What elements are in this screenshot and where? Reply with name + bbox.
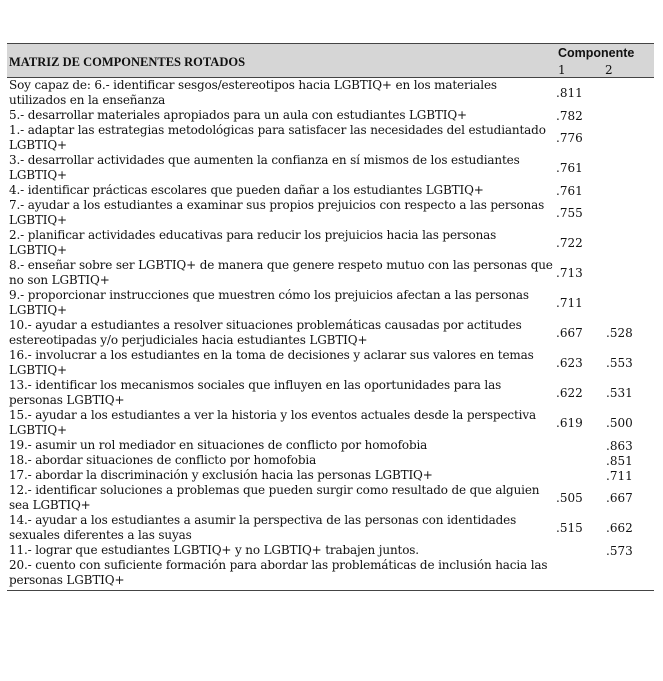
loading-component-1: .515 (556, 521, 583, 535)
table-body (7, 78, 654, 588)
item-text: 13.- identificar los mecanismos sociales que influyen en las oportunidades para las personas LGBTIQ+ (9, 378, 502, 407)
loading-component-1: .722 (556, 236, 583, 250)
item-text: 9.- proporcionar instrucciones que muestren cómo los prejuicios afectan a las personas LGBTIQ+ (9, 288, 529, 317)
table-row (7, 348, 654, 378)
loading-component-1: .505 (556, 491, 583, 505)
loading-component-1: .711 (556, 296, 583, 310)
rotated-component-matrix (7, 43, 654, 591)
item-text: 15.- ayudar a los estudiantes a ver la historia y los eventos actuales desde la perspectiva LGBTIQ+ (9, 408, 536, 437)
loading-component-2: .667 (606, 491, 633, 505)
loading-component-1: .755 (556, 206, 583, 220)
table-row (7, 258, 654, 288)
table-title: MATRIZ DE COMPONENTES ROTADOS (9, 55, 246, 69)
item-text: 18.- abordar situaciones de conflicto por homofobia (9, 453, 317, 467)
table-row (7, 153, 654, 183)
item-text: 7.- ayudar a los estudiantes a examinar sus propios prejuicios con respecto a las personas LGBTIQ+ (9, 198, 545, 227)
item-text: 20.- cuento con suficiente formación para abordar las problemáticas de inclusión hacia las personas LGBTIQ+ (9, 558, 548, 587)
table-row (7, 318, 654, 348)
table-row (7, 198, 654, 228)
loading-component-1: .619 (556, 416, 583, 430)
item-text: 11.- lograr que estudiantes LGBTIQ+ y no LGBTIQ+ trabajen juntos. (9, 543, 419, 557)
table-row (7, 483, 654, 513)
loading-component-1: .713 (556, 266, 583, 280)
loading-component-2: .662 (606, 521, 633, 535)
table-row (7, 513, 654, 543)
item-text: 2.- planificar actividades educativas para reducir los prejuicios hacia las personas LGBTIQ+ (9, 228, 497, 257)
table-row (7, 438, 654, 453)
loading-component-2: .500 (606, 416, 633, 430)
item-text: 10.- ayudar a estudiantes a resolver situaciones problemáticas causadas por actitudes estereotipadas y/o perjudiciales hacia estudiantes LGBTIQ+ (9, 318, 522, 347)
component-header: Componente (558, 46, 635, 60)
loading-component-2: .528 (606, 326, 633, 340)
table-header (7, 43, 654, 78)
table-bottom-rule (7, 590, 654, 591)
loading-component-2: .851 (606, 453, 633, 468)
item-text: 1.- adaptar las estrategias metodológicas para satisfacer las necesidades del estudiantado LGBTIQ+ (9, 123, 546, 152)
loading-component-1: .811 (556, 86, 583, 100)
table-row (7, 78, 654, 108)
loading-component-1: .667 (556, 326, 583, 340)
loading-component-2: .863 (606, 438, 633, 453)
item-text: 8.- enseñar sobre ser LGBTIQ+ de manera que genere respeto mutuo con las personas que no son LGBTIQ+ (9, 258, 553, 287)
table-row (7, 108, 654, 123)
table-row (7, 228, 654, 258)
item-text: Soy capaz de: 6.- identificar sesgos/estereotipos hacia LGBTIQ+ en los materiales utilizados en la enseñanza (9, 78, 497, 107)
loading-component-2: .553 (606, 356, 633, 370)
table-row (7, 408, 654, 438)
loading-component-1: .776 (556, 131, 583, 145)
table-row (7, 468, 654, 483)
column-header-2: 2 (605, 63, 613, 77)
loading-component-1: .622 (556, 386, 583, 400)
column-header-1: 1 (558, 63, 566, 77)
table-row (7, 453, 654, 468)
item-text: 19.- asumir un rol mediador en situaciones de conflicto por homofobia (9, 438, 428, 452)
item-text: 17.- abordar la discriminación y exclusión hacia las personas LGBTIQ+ (9, 468, 433, 482)
item-text: 4.- identificar prácticas escolares que pueden dañar a los estudiantes LGBTIQ+ (9, 183, 484, 197)
table-row (7, 378, 654, 408)
table-row (7, 183, 654, 198)
loading-component-1: .761 (556, 183, 583, 198)
loading-component-2: .573 (606, 543, 633, 558)
item-text: 12.- identificar soluciones a problemas que pueden surgir como resultado de que alguien sea LGBTIQ+ (9, 483, 540, 512)
table-row (7, 288, 654, 318)
loading-component-1: .623 (556, 356, 583, 370)
item-text: 5.- desarrollar materiales apropiados para un aula con estudiantes LGBTIQ+ (9, 108, 467, 122)
loading-component-2: .711 (606, 468, 633, 483)
loading-component-1: .761 (556, 161, 583, 175)
table-row (7, 123, 654, 153)
loading-component-1: .782 (556, 108, 583, 123)
item-text: 14.- ayudar a los estudiantes a asumir la perspectiva de las personas con identidades sexuales diferentes a las suyas (9, 513, 517, 542)
loading-component-2: .531 (606, 386, 633, 400)
table-row (7, 543, 654, 558)
item-text: 3.- desarrollar actividades que aumenten la confianza en sí mismos de los estudiantes LGBTIQ+ (9, 153, 520, 182)
item-text: 16.- involucrar a los estudiantes en la toma de decisiones y aclarar sus valores en temas LGBTIQ+ (9, 348, 534, 377)
table-row (7, 558, 654, 588)
